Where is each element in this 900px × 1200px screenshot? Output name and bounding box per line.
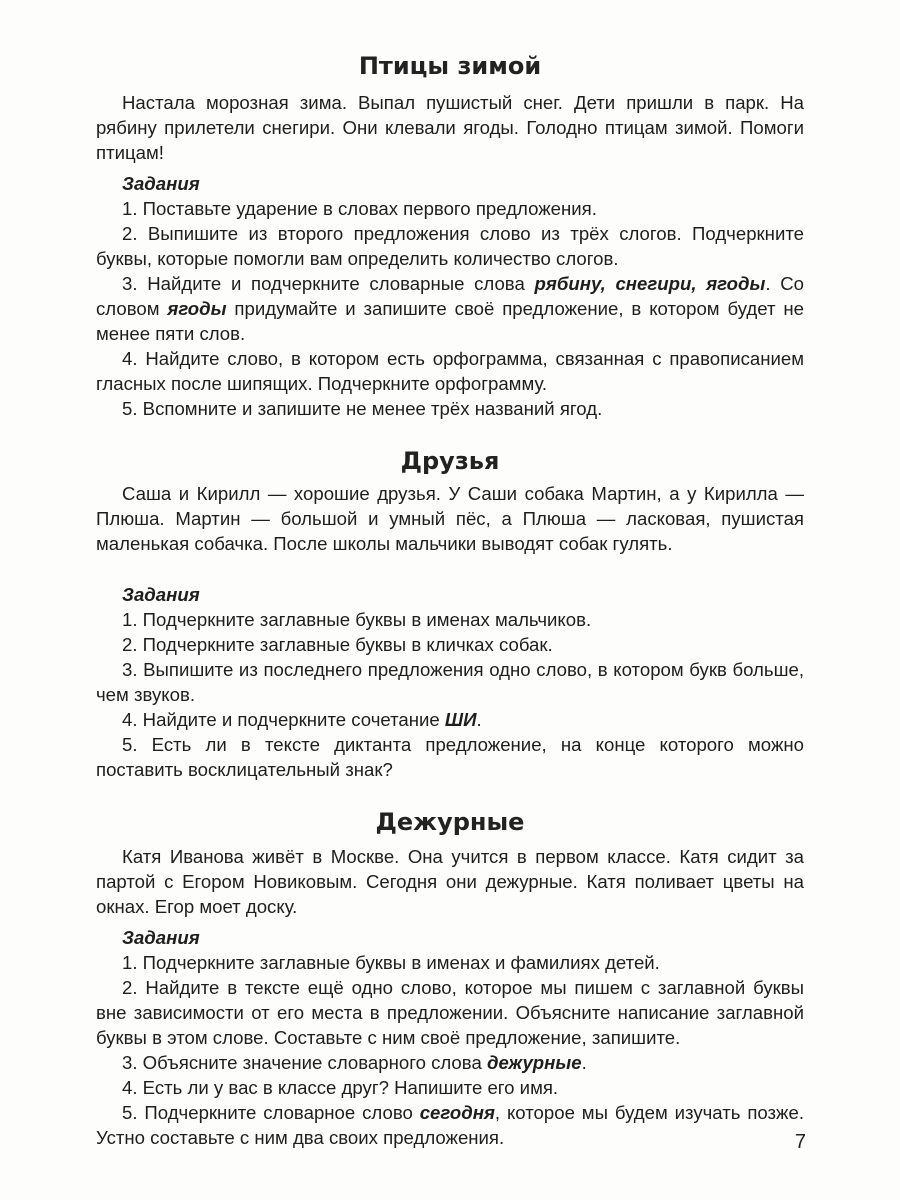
- keyword: сегодня: [419, 1102, 495, 1123]
- dictation-text-duty: Катя Иванова живёт в Москве. Она учится в первом классе. Катя сидит за партой с Егором Новиковым. Сегодня они дежурные. Катя поливает цветы на окнах. Егор моет доску.: [96, 846, 804, 917]
- task-text: 4. Найдите и подчеркните сочетание: [122, 709, 445, 730]
- task-item: [96, 271, 804, 346]
- task-text: 3. Объясните значение словарного слова: [122, 1052, 487, 1073]
- section-title-duty: Дежурные: [375, 808, 525, 836]
- task-item: [96, 707, 804, 732]
- task-item: 5. Есть ли в тексте диктанта предложение, на конце которого можно поставить восклицательный знак?: [96, 734, 804, 780]
- task-text: .: [581, 1052, 587, 1073]
- task-item: 2. Найдите в тексте ещё одно слово, которое мы пишем с заглавной буквы вне зависимости от его места в предложении. Объясните написание заглавной буквы в этом слове. Составьте с ним своё предложение, запишите.: [96, 977, 804, 1048]
- task-item: 5. Вспомните и запишите не менее трёх названий ягод.: [122, 398, 603, 419]
- task-item: [96, 1050, 804, 1075]
- task-text: придумайте и запишите своё предложение, в котором будет не менее пяти слов.: [96, 298, 804, 344]
- keyword: ягоды: [167, 298, 227, 319]
- task-item: [96, 1100, 804, 1150]
- page-number: 7: [794, 1131, 806, 1153]
- section-title-birds: Птицы зимой: [358, 52, 542, 80]
- task-item: 4. Есть ли у вас в классе друг? Напишите его имя.: [122, 1077, 559, 1098]
- task-item: 1. Подчеркните заглавные буквы в именах и фамилиях детей.: [122, 952, 660, 973]
- task-item: 2. Выпишите из второго предложения слово из трёх слогов. Подчеркните буквы, которые помогли вам определить количество слогов.: [96, 223, 804, 269]
- tasks-heading: Задания: [122, 173, 200, 194]
- keyword: ШИ: [444, 709, 477, 730]
- task-text: 3. Найдите и подчеркните словарные слова: [122, 273, 535, 294]
- task-item: 1. Поставьте ударение в словах первого предложения.: [122, 198, 597, 219]
- task-text: .: [476, 709, 482, 730]
- dictation-text-birds: Настала морозная зима. Выпал пушистый снег. Дети пришли в парк. На рябину прилетели снегири. Они клевали ягоды. Голодно птицам зимой. Помоги птицам!: [96, 92, 804, 163]
- task-item: 4. Найдите слово, в котором есть орфограмма, связанная с правописанием гласных после шипящих. Подчеркните орфограмму.: [96, 348, 804, 394]
- tasks-heading: Задания: [122, 584, 200, 605]
- section-title-friends: Друзья: [400, 447, 500, 475]
- task-item: 3. Выпишите из последнего предложения одно слово, в котором букв больше, чем звуков.: [96, 659, 804, 705]
- dictation-text-friends: Саша и Кирилл — хорошие друзья. У Саши собака Мартин, а у Кирилла — Плюша. Мартин — большой и умный пёс, а Плюша — ласковая, пушистая маленькая собачка. После школы мальчики выводят собак гулять.: [96, 483, 804, 554]
- task-item: 2. Подчеркните заглавные буквы в кличках собак.: [122, 634, 553, 655]
- keyword: рябину, снегири, ягоды: [534, 273, 766, 294]
- task-text: 5. Подчеркните словарное слово: [122, 1102, 420, 1123]
- task-text: . Со словом: [96, 273, 804, 319]
- tasks-heading: Задания: [122, 927, 200, 948]
- keyword: дежурные: [486, 1052, 582, 1073]
- task-item: 1. Подчеркните заглавные буквы в именах мальчиков.: [122, 609, 592, 630]
- task-text: , которое мы будем изучать позже. Устно составьте с ним два своих предложения.: [96, 1102, 804, 1148]
